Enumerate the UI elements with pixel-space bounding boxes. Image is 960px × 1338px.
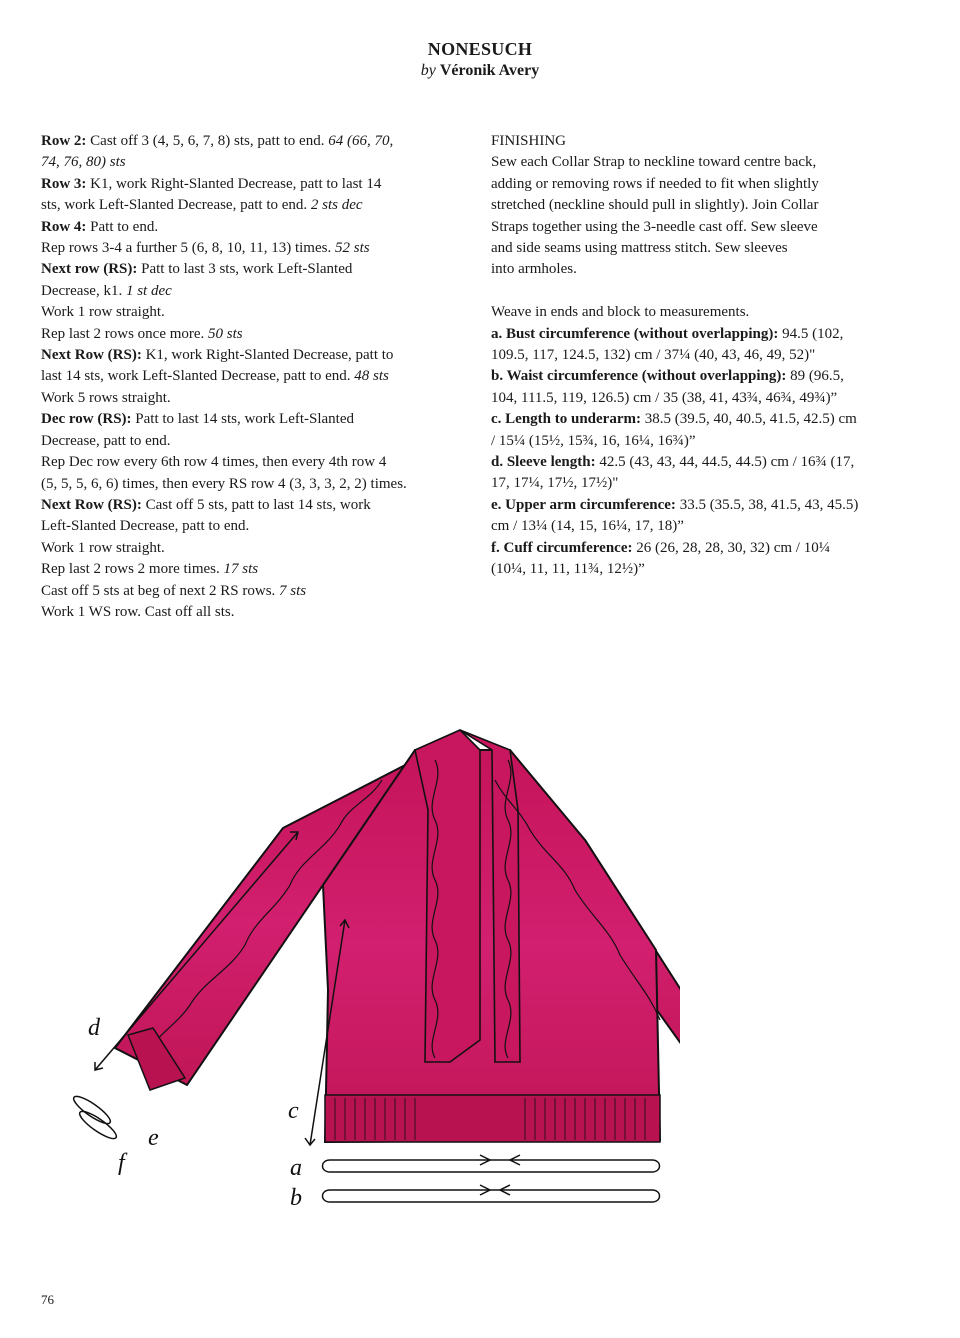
- bold-label: Row 2:: [41, 133, 87, 149]
- instruction-text: Left-Slanted Decrease, patt to end.: [41, 518, 250, 535]
- instruction-text: (10¼, 11, 11, 11¾, 12½)”: [491, 561, 645, 578]
- instruction-line: [41, 516, 446, 537]
- instruction-line: [41, 131, 446, 152]
- instruction-text: (5, 5, 5, 6, 6) times, then every RS row 4 (3, 3, 3, 2, 2) times.: [41, 475, 407, 492]
- page-number: 76: [41, 1292, 54, 1307]
- finishing-line: [491, 238, 911, 259]
- bold-label: c. Length to underarm:: [491, 411, 641, 428]
- stitch-count: 7 sts: [279, 582, 307, 599]
- measure-a-arrow: [323, 1155, 660, 1172]
- instruction-line: [41, 431, 446, 452]
- instruction-line: [41, 217, 446, 238]
- label-a: a: [290, 1155, 302, 1181]
- instruction-text: 42.5 (43, 43, 44, 44.5, 44.5) cm / 16¾ (17,: [595, 454, 855, 471]
- instruction-text: Cast off 5 sts at beg of next 2 RS rows.: [41, 582, 280, 599]
- instruction-line: [41, 345, 446, 366]
- instruction-line: [41, 538, 446, 559]
- instruction-text: Sew each Collar Strap to neckline toward centre back,: [491, 154, 817, 171]
- bold-label: Row 4:: [41, 218, 87, 235]
- instruction-line: [41, 195, 446, 216]
- instruction-text: 94.5 (102,: [778, 325, 844, 342]
- instruction-text: Decrease, k1.: [41, 282, 126, 299]
- instruction-line: [41, 259, 446, 280]
- instruction-text: Straps together using the 3-needle cast off. Sew sleeve: [491, 218, 818, 235]
- bold-label: Row 3:: [41, 175, 87, 192]
- bold-label: d. Sleeve length:: [491, 454, 596, 471]
- instruction-text: cm / 13¼ (14, 15, 16¼, 17, 18)”: [491, 518, 684, 535]
- label-c: c: [288, 1098, 299, 1124]
- instruction-text: Work 1 row straight.: [41, 304, 165, 321]
- instruction-line: [41, 602, 446, 623]
- instruction-line: [41, 238, 446, 259]
- instruction-text: Rep Dec row every 6th row 4 times, then every 4th row 4: [41, 454, 387, 471]
- bold-label: a. Bust circumference (without overlapping):: [491, 325, 779, 342]
- instruction-text: 33.5 (35.5, 38, 41.5, 43, 45.5): [675, 496, 859, 513]
- instruction-line: [41, 559, 446, 580]
- instruction-text: Rep rows 3-4 a further 5 (6, 8, 10, 11, 13) times.: [41, 240, 335, 257]
- finishing-line: [491, 131, 911, 152]
- instruction-line: [41, 452, 446, 473]
- schematic-diagram: [40, 690, 680, 1230]
- finishing-line: [491, 302, 911, 323]
- instruction-text: / 15¼ (15½, 15¾, 16, 16¼, 16¾)”: [491, 432, 696, 449]
- instruction-text: Cast off 3 (4, 5, 6, 7, 8) sts, patt to end.: [86, 133, 329, 149]
- instruction-text: K1, work Right-Slanted Decrease, patt to last 14: [86, 175, 382, 192]
- label-e: e: [148, 1125, 159, 1151]
- stitch-count: 48 sts: [354, 368, 389, 385]
- instruction-text: last 14 sts, work Left-Slanted Decrease, patt to end.: [41, 368, 355, 385]
- instruction-text: into armholes.: [491, 261, 577, 278]
- instruction-text: 26 (26, 28, 28, 30, 32) cm / 10¼: [632, 539, 830, 556]
- bold-label: Dec row (RS):: [41, 411, 132, 428]
- instruction-line: [41, 366, 446, 387]
- instruction-text: 38.5 (39.5, 40, 40.5, 41.5, 42.5) cm: [641, 411, 857, 428]
- measure-b-arrow: [323, 1185, 660, 1202]
- bold-label: Next row (RS):: [41, 261, 138, 278]
- bold-label: f. Cuff circumference:: [491, 539, 633, 556]
- instruction-text: FINISHING: [491, 133, 566, 149]
- finishing-line: [491, 217, 911, 238]
- stitch-count: 64 (66, 70,: [328, 133, 394, 149]
- instruction-text: K1, work Right-Slanted Decrease, patt to: [141, 347, 394, 364]
- finishing-line: [491, 345, 911, 366]
- instruction-text: and side seams using mattress stitch. Sew sleeves: [491, 240, 788, 257]
- instruction-line: [41, 495, 446, 516]
- instruction-text: Work 5 rows straight.: [41, 389, 171, 406]
- finishing-line: [491, 174, 911, 195]
- instruction-line: [41, 409, 446, 430]
- pattern-title: NONESUCH: [427, 39, 533, 59]
- finishing-line: [491, 431, 911, 452]
- instruction-line: [41, 302, 446, 323]
- instruction-line: [41, 281, 446, 302]
- finishing-line: [491, 409, 911, 430]
- finishing-line: [491, 388, 911, 409]
- finishing-line: [491, 516, 911, 537]
- finishing-column: [491, 131, 911, 581]
- page-header: [0, 38, 960, 82]
- stitch-count: 50 sts: [208, 325, 243, 342]
- bold-label: e. Upper arm circumference:: [491, 496, 676, 513]
- instruction-text: adding or removing rows if needed to fit when slightly: [491, 175, 819, 192]
- label-d: d: [88, 1015, 100, 1041]
- instruction-text: Decrease, patt to end.: [41, 432, 171, 449]
- instruction-text: 89 (96.5,: [786, 368, 844, 385]
- bold-label: Next Row (RS):: [41, 496, 142, 513]
- pattern-instructions-column: [41, 131, 446, 623]
- instruction-line: [41, 174, 446, 195]
- instruction-text: Patt to last 14 sts, work Left-Slanted: [131, 411, 355, 428]
- byline: [0, 60, 960, 82]
- finishing-line: [491, 538, 911, 559]
- stitch-count: 74, 76, 80) sts: [41, 154, 126, 171]
- finishing-line: [491, 495, 911, 516]
- instruction-line: [41, 324, 446, 345]
- instruction-text: Cast off 5 sts, patt to last 14 sts, work: [141, 496, 371, 513]
- stitch-count: 17 sts: [223, 561, 259, 578]
- finishing-line: [491, 366, 911, 387]
- label-f: f: [118, 1150, 125, 1176]
- finishing-line: [491, 281, 911, 302]
- instruction-text: Work 1 row straight.: [41, 539, 165, 556]
- designer-name: Véronik Avery: [439, 62, 540, 79]
- finishing-line: [491, 452, 911, 473]
- stitch-count: 2 sts dec: [310, 197, 363, 214]
- finishing-line: [491, 152, 911, 173]
- instruction-text: 109.5, 117, 124.5, 132) cm / 37¼ (40, 43, 46, 49, 52)": [491, 347, 816, 364]
- instruction-text: Patt to end.: [86, 218, 159, 235]
- instruction-text: Patt to last 3 sts, work Left-Slanted: [137, 261, 353, 278]
- finishing-line: [491, 559, 911, 580]
- instruction-text: Work 1 WS row. Cast off all sts.: [41, 603, 235, 620]
- stitch-count: 52 sts: [334, 240, 370, 257]
- instruction-text: stretched (neckline should pull in slightly). Join Collar: [491, 197, 819, 214]
- finishing-line: [491, 473, 911, 494]
- measure-e-f-arrows: [71, 1092, 120, 1142]
- byline-prefix: by: [420, 62, 436, 79]
- instruction-line: [41, 388, 446, 409]
- finishing-line: [491, 324, 911, 345]
- instruction-line: [41, 581, 446, 602]
- instruction-line: [41, 474, 446, 495]
- label-b: b: [290, 1185, 302, 1211]
- instruction-text: Weave in ends and block to measurements.: [491, 304, 750, 321]
- finishing-line: [491, 259, 911, 280]
- finishing-line: [491, 195, 911, 216]
- stitch-count: 1 st dec: [125, 282, 172, 299]
- bold-label: b. Waist circumference (without overlapping):: [491, 368, 787, 385]
- instruction-line: [41, 152, 446, 173]
- instruction-text: 104, 111.5, 119, 126.5) cm / 35 (38, 41, 43¾, 46¾, 49¾)”: [491, 389, 838, 406]
- instruction-text: 17, 17¼, 17½, 17½)": [491, 475, 619, 492]
- bold-label: Next Row (RS):: [41, 347, 142, 364]
- instruction-text: Rep last 2 rows once more.: [41, 325, 209, 342]
- instruction-text: Rep last 2 rows 2 more times.: [41, 561, 224, 578]
- instruction-text: sts, work Left-Slanted Decrease, patt to end.: [41, 197, 311, 214]
